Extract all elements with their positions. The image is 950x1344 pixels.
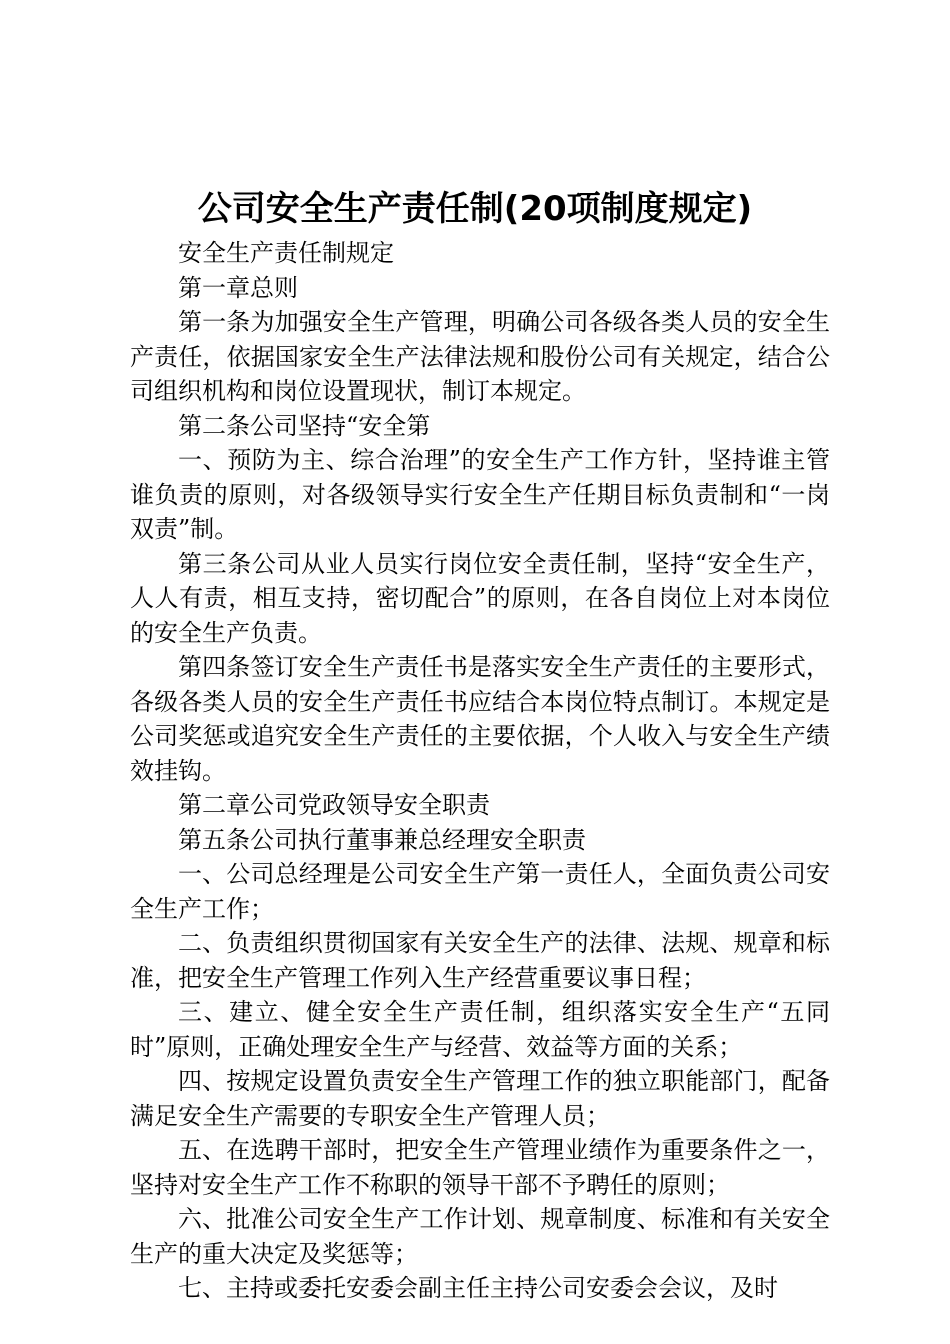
document-body <box>130 236 830 1306</box>
document-title: 公司安全生产责任制(20项制度规定) <box>197 189 753 229</box>
paragraph-article-2: 第二条公司坚持“安全第 <box>178 411 431 440</box>
paragraph-item-3: 三、建立、健全安全生产责任制，组织落实安全生产“五同时”原则，正确处理安全生产与经营、效益等方面的关系； <box>130 998 830 1061</box>
paragraph-article-1: 第一条为加强安全生产管理，明确公司各级各类人员的安全生产责任，依据国家安全生产法律法规和股份公司有关规定，结合公司组织机构和岗位设置现状，制订本规定。 <box>130 308 830 405</box>
paragraph-chapter-2: 第二章公司党政领导安全职责 <box>178 791 490 819</box>
paragraph-article-3: 第三条公司从业人员实行岗位安全责任制，坚持“安全生产，人人有责，相互支持，密切配合”的原则，在各自岗位上对本岗位的安全生产负责。 <box>130 549 830 647</box>
paragraph-article-5: 第五条公司执行董事兼总经理安全职责 <box>178 825 586 854</box>
paragraph-chapter-1: 第一章总则 <box>178 273 298 302</box>
paragraph-item-4: 四、按规定设置负责安全生产管理工作的独立职能部门，配备满足安全生产需要的专职安全生产管理人员； <box>130 1067 830 1130</box>
paragraph-subtitle: 安全生产责任制规定 <box>178 239 394 267</box>
paragraph-item-1: 一、公司总经理是公司安全生产第一责任人，全面负责公司安全生产工作； <box>130 860 830 923</box>
paragraph-item-2: 二、负责组织贯彻国家有关安全生产的法律、法规、规章和标准，把安全生产管理工作列入生产经营重要议事日程； <box>130 929 830 992</box>
paragraph-article-4: 第四条签订安全生产责任书是落实安全生产责任的主要形式，各级各类人员的安全生产责任书应结合本岗位特点制订。本规定是公司奖惩或追究安全生产责任的主要依据，个人收入与安全生产绩效挂钩。 <box>130 653 830 785</box>
paragraph-article-2-cont: 一、预防为主、综合治理”的安全生产工作方针，坚持谁主管谁负责的原则，对各级领导实行安全生产任期目标负责制和“一岗双责”制。 <box>130 446 830 543</box>
paragraph-item-6: 六、批准公司安全生产工作计划、规章制度、标准和有关安全生产的重大决定及奖惩等； <box>130 1205 830 1268</box>
paragraph-item-5: 五、在选聘干部时，把安全生产管理业绩作为重要条件之一，坚持对安全生产工作不称职的领导干部不予聘任的原则； <box>130 1136 830 1199</box>
paragraph-item-7: 七、主持或委托安委会副主任主持公司安委会会议，及时 <box>178 1274 778 1302</box>
